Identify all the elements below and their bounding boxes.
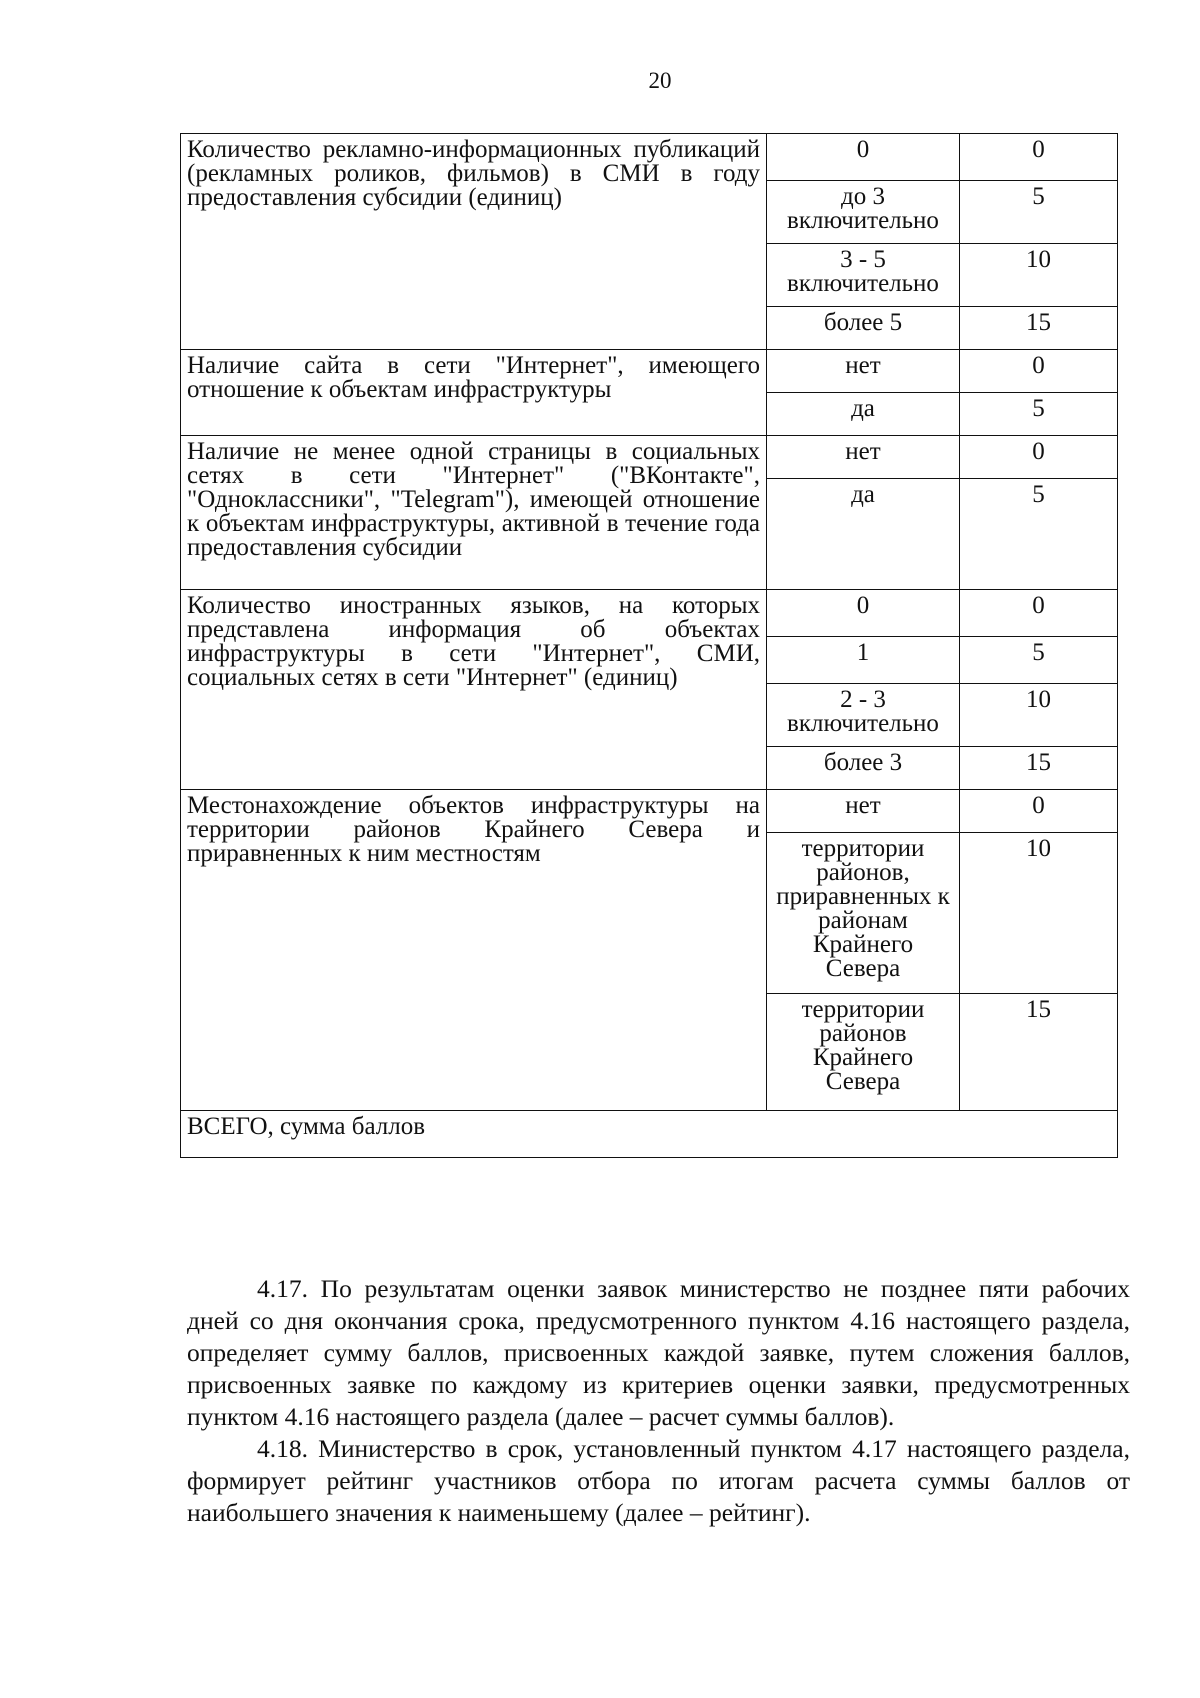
points-cell: 15 bbox=[960, 747, 1118, 790]
value-cell: нет bbox=[767, 790, 960, 833]
criterion-cell: Наличие сайта в сети "Интернет", имеющего отношение к объектам инфраструктуры bbox=[181, 350, 767, 436]
paragraph-4-18: 4.18. Министерство в срок, установленный пунктом 4.17 настоящего раздела, формирует рейтинг участников отбора по итогам расчета суммы баллов от наибольшего значения к наименьшему (далее – рейтинг). bbox=[187, 1434, 1130, 1527]
value-cell: более 5 bbox=[767, 307, 960, 350]
points-cell: 10 bbox=[960, 833, 1118, 994]
points-cell: 5 bbox=[960, 479, 1118, 590]
points-cell: 0 bbox=[960, 350, 1118, 393]
value-cell: нет bbox=[767, 350, 960, 393]
table-row bbox=[181, 134, 1118, 181]
value-cell: территории районов, приравненных к районам Крайнего Севера bbox=[767, 833, 960, 994]
value-cell: до 3 включительно bbox=[767, 181, 960, 244]
criterion-cell: Наличие не менее одной страницы в социальных сетях в сети "Интернет" ("ВКонтакте", "Одноклассники", "Telegram"), имеющей отношение к объектам инфраструктуры, активной в течение года предоставления субсидии bbox=[181, 436, 767, 590]
page-number: 20 bbox=[648, 68, 672, 93]
table-row bbox=[181, 436, 1118, 479]
table-row bbox=[181, 790, 1118, 833]
value-cell: 1 bbox=[767, 637, 960, 684]
table-row bbox=[181, 590, 1118, 637]
body-text bbox=[187, 1273, 1130, 1529]
criteria-table bbox=[180, 133, 1118, 1158]
table-row bbox=[181, 1111, 1118, 1158]
value-cell: 3 - 5 включительно bbox=[767, 244, 960, 307]
criterion-cell: Количество иностранных языков, на которых представлена информация об объектах инфраструктуры в сети "Интернет", СМИ, социальных сетях в сети "Интернет" (единиц) bbox=[181, 590, 767, 790]
points-cell: 5 bbox=[960, 637, 1118, 684]
points-cell: 5 bbox=[960, 181, 1118, 244]
points-cell: 0 bbox=[960, 436, 1118, 479]
points-cell: 10 bbox=[960, 244, 1118, 307]
points-cell: 15 bbox=[960, 994, 1118, 1111]
points-cell: 0 bbox=[960, 790, 1118, 833]
value-cell: более 3 bbox=[767, 747, 960, 790]
points-cell: 5 bbox=[960, 393, 1118, 436]
value-cell: да bbox=[767, 479, 960, 590]
value-cell: 0 bbox=[767, 590, 960, 637]
points-cell: 10 bbox=[960, 684, 1118, 747]
points-cell: 0 bbox=[960, 134, 1118, 181]
criterion-cell: Местонахождение объектов инфраструктуры на территории районов Крайнего Севера и приравненных к ним местностям bbox=[181, 790, 767, 1111]
value-cell: территории районов Крайнего Севера bbox=[767, 994, 960, 1111]
value-cell: 2 - 3 включительно bbox=[767, 684, 960, 747]
paragraph-4-17: 4.17. По результатам оценки заявок министерство не позднее пяти рабочих дней со дня окончания срока, предусмотренного пунктом 4.16 настоящего раздела, определяет сумму баллов, присвоенных каждой заявке, путем сложения баллов, присвоенных заявке по каждому из критериев оценки заявки, предусмотренных пунктом 4.16 настоящего раздела (далее – расчет суммы баллов). bbox=[187, 1274, 1130, 1431]
points-cell: 0 bbox=[960, 590, 1118, 637]
points-cell: 15 bbox=[960, 307, 1118, 350]
value-cell: нет bbox=[767, 436, 960, 479]
value-cell: 0 bbox=[767, 134, 960, 181]
criterion-cell: Количество рекламно-информационных публикаций (рекламных роликов, фильмов) в СМИ в году предоставления субсидии (единиц) bbox=[181, 134, 767, 350]
value-cell: да bbox=[767, 393, 960, 436]
table-row bbox=[181, 350, 1118, 393]
total-label-cell: ВСЕГО, сумма баллов bbox=[181, 1111, 1118, 1158]
